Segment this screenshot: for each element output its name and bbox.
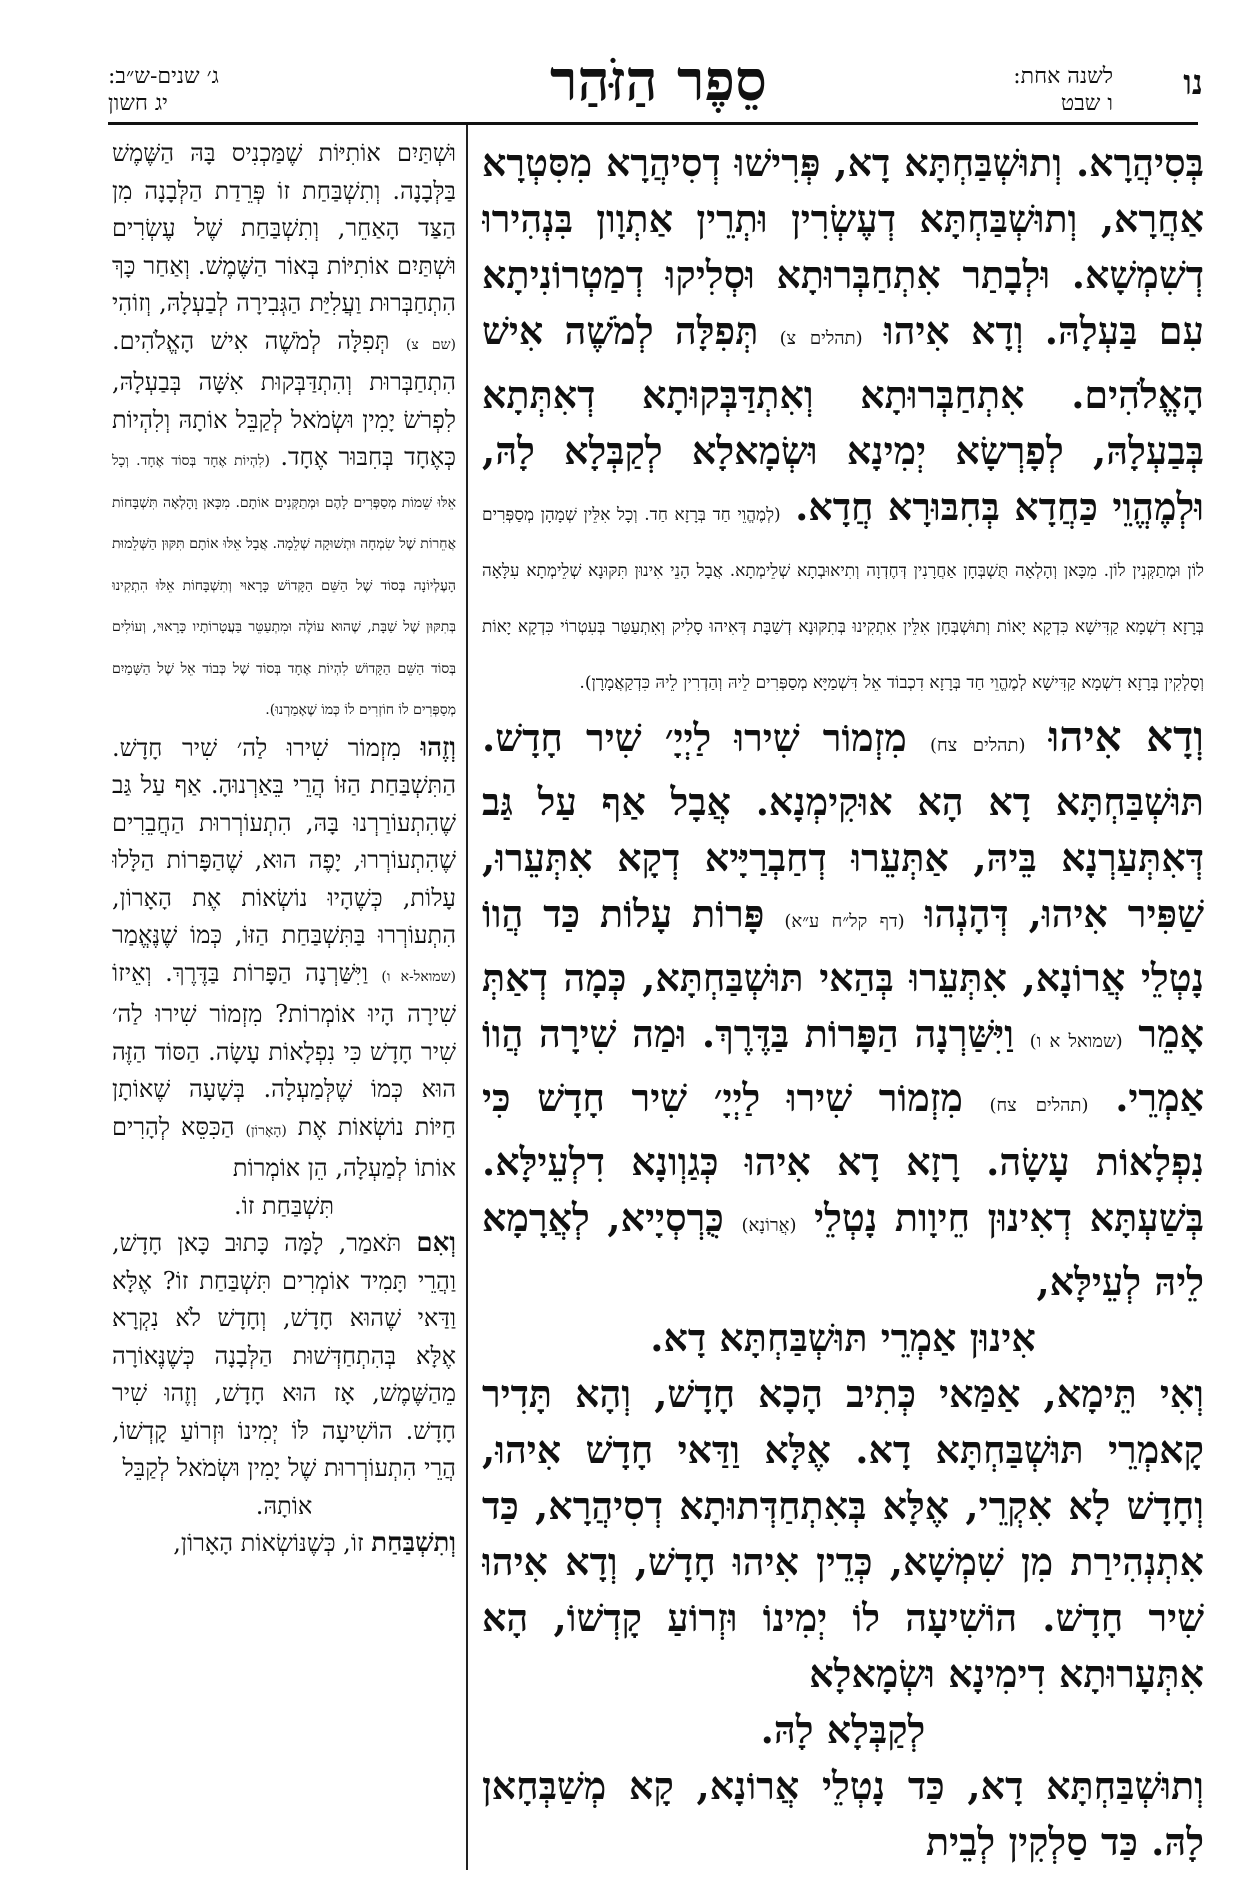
page-header — [0, 0, 1253, 120]
side-commentary-1: (לִהְיוֹת אֶחָד בְּסוֹד אֶחָד. וְכָל אֵלּוּ שֵׁמוֹת מְסַפְּרִים לָהֶם וּמְתַקְּנִים אוֹתָם. מִכָּאן וָהָלְאָה תִּשְׁבָּחוֹת אֲחֵרוֹת שֶׁל שִׂמְחָה וּתְשׁוּקָה שְׁלֵמָה. אֲבָל אֵלּוּ אוֹתָם תִּקּוּן הַשְּׁלֵמוּת הָעֶלְיוֹנָה בְּסוֹד שֶׁל הַשֵּׁם הַקָּדוֹשׁ כָּרָאוּי וְתִשְׁבָּחוֹת אֵלּוּ הִתְקִינוּ בְּתִקּוּן שֶׁל שַׁבָּת, שֶׁהוּא עוֹלֶה וּמִתְעַטֵּר בַּעֲטָרוֹתָיו כָּרָאוּי, וְעוֹלִים בְּסוֹד הַשֵּׁם הַקָּדוֹשׁ לִהְיוֹת אֶחָד בְּסוֹד שֶׁל כְּבוֹד אֵל שֶׁל הַשָּׁמַיִם מְסַפְּרִים לוֹ חוֹזְרִים לוֹ כְּמוֹ שֶׁאָמַרְנוּ). — [112, 453, 456, 718]
side-p2-text: מִזְמוֹר שִׁירוּ לַה׳ שִׁיר חָדָשׁ. הַתִּשְׁבַּחַת הַזּוֹ הֲרֵי בֵּאַרְנוּהָ. אַף עַל גַּב שֶׁהִתְעוֹרַרְנוּ בָּהּ, הִתְעוֹרְרוּת הַחֲבֵרִים שֶׁהִתְעוֹרְרוּ, יָפֶה הוּא, שֶׁהַפָּרוֹת הַלָּלוּ עָלוֹת, כְּשֶׁהָיוּ נוֹשְׂאוֹת אֶת הָאָרוֹן, הִתְעוֹרְרוּ בַּתִּשְׁבַּחַת הַזּוֹ, כְּמוֹ שֶׁנֶּאֱמַר — [112, 733, 456, 949]
side-p2-cont: וַיִּשַּׁרְנָה הַפָּרוֹת בַּדֶּרֶךְ. וְאֵיזוֹ שִׁירָה הָיוּ אוֹמְרוֹת? מִזְמוֹר שִׁירוּ לַה׳ שִׁיר חָדָשׁ כִּי נִפְלָאוֹת עָשָׂה. הַסּוֹד הַזֶּה הוּא כְּמוֹ שֶׁלְּמַעְלָה. בְּשָׁעָה שֶׁאוֹתָן חַיּוֹת נוֹשְׂאוֹת אֶת — [112, 958, 456, 1141]
source-citation: (שמואל א ו) — [1029, 1031, 1123, 1052]
source-citation: (שמואל-א ו) — [381, 968, 456, 985]
side-p2-cont2: הַכִּסֵּא לְהָרִים אוֹתוֹ לְמַעְלָה, הֵן אוֹמְרוֹת — [112, 1112, 456, 1182]
running-head-right-date: ו שבט — [1060, 91, 1113, 116]
running-head-right: לשנה אחת: — [1013, 64, 1113, 89]
main-p2-cont4: כֻּרְסְיָיא, לְאֲרָמָא לֵיהּ לְעֵילָּא, — [482, 1195, 1204, 1304]
page-number: נו — [1183, 63, 1203, 103]
side-p2-lead: וְזֶהוּ — [420, 732, 456, 763]
side-p3-text: תֹּאמַר, לָמָּה כָּתוּב כָּאן חָדָשׁ, וַהֲרֵי תָּמִיד אוֹמְרִים תִּשְׁבַּחַת זוֹ? אֶלָּא וַדַּאי שֶׁהוּא חָדָשׁ, וְחָדָשׁ לֹא נִקְרָא אֶלָּא בְּהִתְחַדְּשׁוּת הַלְּבָנָה כְּשֶׁנֶּאוֹרָה מֵהַשֶּׁמֶשׁ, אָז הוּא חָדָשׁ, וְזֶהוּ שִׁיר חָדָשׁ. הוֹשִׁיעָה לּוֹ יְמִינוֹ וּזְרוֹעַ קָדְשׁוֹ, הֲרֵי הִתְעוֹרְרוּת שֶׁל יָמִין וּשְׂמֹאל לְקַבֵּל — [112, 1229, 456, 1482]
side-p1-text: וּשְׁתַּיִם אוֹתִיּוֹת שֶׁמַּכְנִיס בָּהּ הַשֶּׁמֶשׁ בַּלְּבָנָה. וְתִשְׁבַּחַת זוֹ פְּרֵדַת הַלְּבָנָה מִן הַצַּד הָאַחֵר, וְתִשְׁבַּחַת שֶׁל עֶשְׂרִים וּשְׁתַּיִם אוֹתִיּוֹת בְּאוֹר הַשֶּׁמֶשׁ. וְאַחַר כָּךְ הִתְחַבְּרוּת וַעֲלִיַּת הַגְּבִירָה לְבַעְלָהּ, וְזוֹהִי — [112, 139, 456, 317]
main-commentary-1: (לְמֶהֱוֵי חַד בְּרָזָא חַד. וְכָל אִלֵּין שְׁמָהָן מְסַפְּרִים לוֹן וּמְתַקְּנִין לוֹן. מִכָּאן וְהָלְאָה תֻּשְׁבְּחָן אַחֲרָנִין דְּחֶדְוָה וְתִיאוּבְתָא שְׁלֵימְתָא. אֲבָל הָנֵי אִינוּן תִּקּוּנָא שְׁלֵימְתָא עִלָּאָה בְּרָזָא דִשְׁמָא קַדִּישָׁא כִּדְקָא יָאוֹת וְתוּשְׁבְּחָן אִלֵּין אִתְקִינוּ בְּתִקּוּנָא דְשַׁבָּת דְּאִיהוּ סָלִיק וְאִתְעַטַּר בְּעִטְרוֹי כִּדְקָא יָאוֹת וְסָלְקִין בְּרָזָא דִשְׁמָא קַדִּישָׁא לְמֶהֱוֵי חַד בְּרָזָא דִכְבוֹד אֵל דִּשְׁמַיָּא מְסַפְּרִים לֵיהּ וְהַדְרִין לֵיהּ כִּדְקַאֲמָרָן). — [482, 505, 1204, 693]
main-paragraph-3-end: לְקַבְּלָא לָהּ. — [760, 1707, 926, 1752]
main-p1-cont: תְּפִלָּה לְמֹשֶׁה אִישׁ הָאֱלֹהִים. אִתְחַבְּרוּתָא וְאִתְדַּבְּקוּתָא דְאִתְּתָא בְּבַעְלָהּ, לְפָרְשָׂא יְמִינָא וּשְׂמָאלָא לְקַבְּלָא לָהּ, וּלְמֶהֱוֵי כַּחֲדָא בְּחִבּוּרָא חֲדָא. — [482, 308, 1204, 529]
source-citation: (תהלים צח) — [930, 735, 1026, 756]
main-p2-text: מִזְמוֹר שִׁירוּ לַיְיָ׳ שִׁיר חָדָשׁ. תּוּשְׁבַּחְתָּא דָא הָא אוּקִימְנָא. אֲבָל אַף עַל גַּב דְּאִתְּעַרְנָא בֵּיהּ, אַתְּעֵרוּ דְחַבְרַיָּיא דְקָא אִתְּעֵרוּ, שַׁפִּיר אִיהוּ, דְּהָנְהוּ — [482, 715, 1204, 936]
main-paragraph-1 — [482, 135, 1204, 703]
main-p4-text: וְתוּשְׁבַּחְתָּא דָא, כַּד נָטְלֵי אֲרוֹנָא, קָא מְשַׁבְּחָאן לָהּ. כַּד סַלְקִין לְבֵית — [482, 1763, 1204, 1864]
source-citation: (תהלים צ) — [779, 328, 863, 349]
main-paragraph-2-end: אִינוּן אַמְרֵי תּוּשְׁבַּחְתָּא דָא. — [650, 1315, 1036, 1360]
gloss: (הָאָרוֹן) — [245, 1122, 287, 1139]
side-p1-cont: תְּפִלָּה לְמֹשֶׁה אִישׁ הָאֱלֹהִים. הִתְחַבְּרוּת וְהִתְדַּבְּקוּת אִשָּׁה בְּבַעְלָהּ, לִפְרֹשׂ יָמִין וּשְׂמֹאל לְקַבֵּל אוֹתָהּ וְלִהְיוֹת כְּאֶחָד בְּחִבּוּר אֶחָד. — [112, 326, 456, 471]
side-p4-text: זוֹ, כְּשֶׁנּוֹשְׂאוֹת הָאָרוֹן, — [173, 1529, 364, 1557]
running-head-left-date: יג חשון — [108, 91, 168, 116]
main-p1-text: בְּסִיהֲרָא. וְתוּשְׁבַּחְתָּא דָא, פְּרִישׁוּ דְסִיהֲרָא מִסִּטְרָא אַחֲרָא, וְתוּשְׁבַּחְתָּא דְעֶשְׂרִין וּתְרֵין אַתְוָון בִּנְהִירוּ דְשִׁמְשָׁא. וּלְבָתַר אִתְחַבְּרוּתָא וּסְלִיקוּ דְמַטְרוֹנִיתָא עִם בַּעְלָהּ. וְדָא אִיהוּ — [482, 140, 1204, 353]
book-title: סֵפֶר הַזֹּהַר — [550, 48, 767, 114]
main-paragraph-2 — [482, 709, 1204, 1310]
main-p2-cont2: וַיִּשַּׁרְנָה הַפָּרוֹת בַּדֶּרֶךְ. וּמַה שִׁירָה הֲווֹ אַמְרֵי. — [482, 1011, 1204, 1120]
source-citation: (תהלים צח) — [989, 1095, 1089, 1116]
main-p2-cont: פָּרוֹת עָלוֹת כַּד הֲווֹ נָטְלֵי אֲרוֹנָא, אִתְּעֵרוּ בְּהַאי תּוּשְׁבַּחְתָּא, כְּמָה דְאַתְּ אָמֵר — [482, 891, 1204, 1056]
side-paragraph-3 — [112, 1225, 456, 1488]
column-divider — [466, 125, 468, 1870]
side-paragraph-4 — [112, 1525, 456, 1563]
side-paragraph-2 — [112, 730, 456, 1188]
main-paragraph-3 — [482, 1366, 1204, 1702]
side-p4-lead: וְתִשְׁבַּחַת — [371, 1528, 456, 1558]
side-paragraph-3-end: אוֹתָהּ. — [255, 1491, 313, 1520]
main-paragraph-4 — [482, 1758, 1204, 1870]
main-text-column — [482, 135, 1204, 1870]
main-p3-text: וְאִי תֵּימָא, אַמַּאי כְּתִיב הָכָא חָדָשׁ, וְהָא תָּדִיר קָאמְרֵי תּוּשְׁבַּחְתָּא דָא. אֶלָּא וַדַּאי חָדָשׁ אִיהוּ, וְחָדָשׁ לָא אִקְרֵי, אֶלָּא בְּאִתְחַדְּתוּתָא דְסִיהֲרָא, כַּד אִתְנְהִירַת מִן שִׁמְשָׁא, כְּדֵין אִיהוּ חָדָשׁ, וְדָא אִיהוּ שִׁיר חָדָשׁ. הוֹשִׁיעָה לוֹ יְמִינוֹ וּזְרוֹעַ קָדְשׁוֹ, הָא אִתְּעָרוּתָא דִימִינָא וּשְׂמָאלָא — [482, 1371, 1204, 1696]
main-p2-lead: וְדָא אִיהוּ — [1048, 712, 1204, 761]
running-head-left: ג׳ שנים-ש״ב: — [108, 64, 219, 89]
main-p2-cont3: מִזְמוֹר שִׁירוּ לַיְיָ׳ שִׁיר חָדָשׁ כִּי נִפְלָאוֹת עָשָׂה. רָזָא דָא אִיהוּ כְּגַוְונָא דִלְעֵילָּא. בְּשַׁעְתָּא דְאִינוּן חֵיוָות נָטְלֵי — [482, 1075, 1204, 1240]
page-reference: (דף קל״ח ע״א) — [784, 911, 905, 932]
source-citation: (שם צ) — [405, 336, 456, 353]
side-p3-lead: וְאִם — [416, 1228, 456, 1258]
side-paragraph-1 — [112, 135, 456, 730]
header-rule — [108, 122, 1198, 125]
gloss: (אֲרוֹנָא) — [741, 1215, 797, 1236]
translation-column — [112, 135, 456, 1870]
side-paragraph-2-end: תִּשְׁבַּחַת זוֹ. — [233, 1191, 335, 1220]
